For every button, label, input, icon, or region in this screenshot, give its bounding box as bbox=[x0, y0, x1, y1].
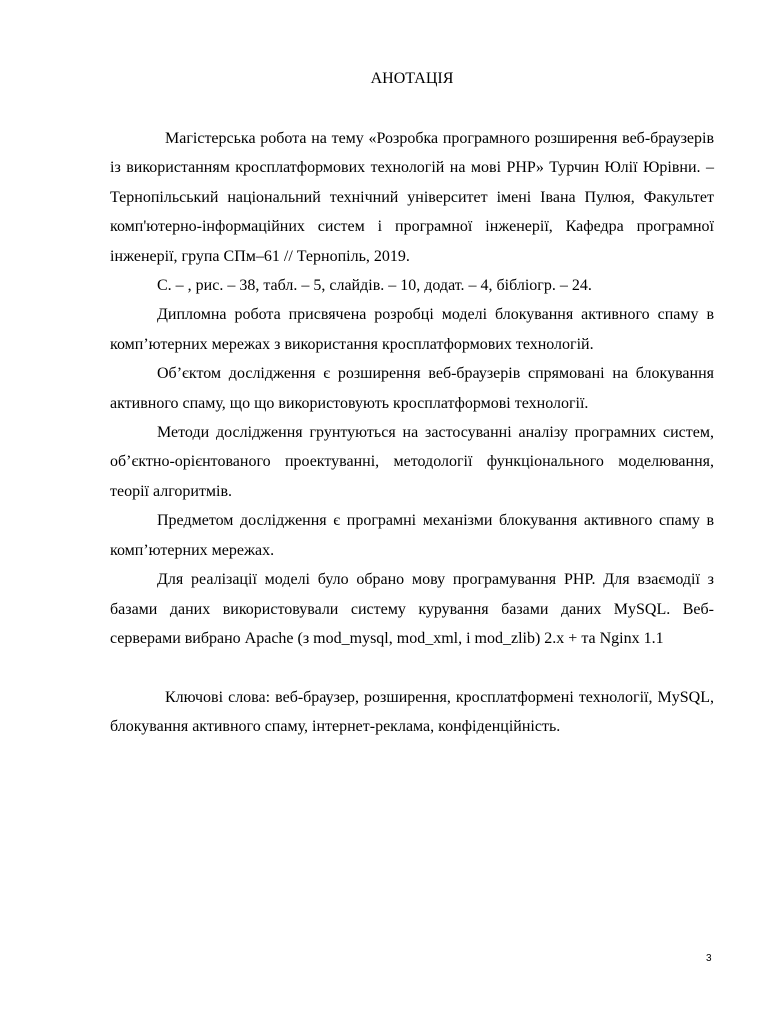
paragraph-object: Об’єктом дослідження є розширення веб-браузерів спрямовані на блокування активного спаму, що що використовують кросплатформові технології. bbox=[110, 365, 714, 412]
page-number: 3 bbox=[706, 953, 712, 964]
blank-line bbox=[110, 653, 714, 682]
paragraph-thesis-info: Магістерська робота на тему «Розробка програмного розширення веб-браузерів із використанням кросплатформових технологій на мові PHP» Турчин Юлії Юрівни. – Тернопільський національний технічний університет імені Івана Пулюя, Факультет комп'ютерно-інформаційних систем і програмної інженерії, Кафедра програмної інженерії, група СПм–61 // Тернопіль, 2019. bbox=[110, 130, 714, 265]
paragraph-methods: Методи дослідження грунтуються на застосуванні аналізу програмних систем, об’єктно-орієнтованого проектуванні, методології функціонального моделювання, теорії алгоритмів. bbox=[110, 424, 714, 500]
paragraph-implementation: Для реалізації моделі було обрано мову програмування PHP. Для взаємодії з базами даних використовували систему курування базами даних MySQL. Веб-серверами вибрано Apache (з mod_mysql, mod_xml, і mod_zlib) 2.х + та Nginx 1.1 bbox=[110, 571, 714, 647]
page-title: АНОТАЦІЯ bbox=[370, 70, 454, 87]
annotation-body bbox=[110, 124, 714, 742]
paragraph-subject: Предметом дослідження є програмні механізми блокування активного спаму в комп’ютерних мережах. bbox=[110, 512, 714, 559]
paragraph-keywords: Ключові слова: веб-браузер, розширення, кросплатформені технології, MySQL, блокування активного спаму, інтернет-реклама, конфіденційність. bbox=[110, 688, 714, 736]
paragraph-stats: С. – , рис. – 38, табл. – 5, слайдів. – 10, додат. – 4, бібліогр. – 24. bbox=[157, 277, 592, 295]
paragraph-purpose: Дипломна робота присвячена розробці моделі блокування активного спаму в комп’ютерних мережах з використання кросплатформових технологій. bbox=[110, 306, 714, 353]
